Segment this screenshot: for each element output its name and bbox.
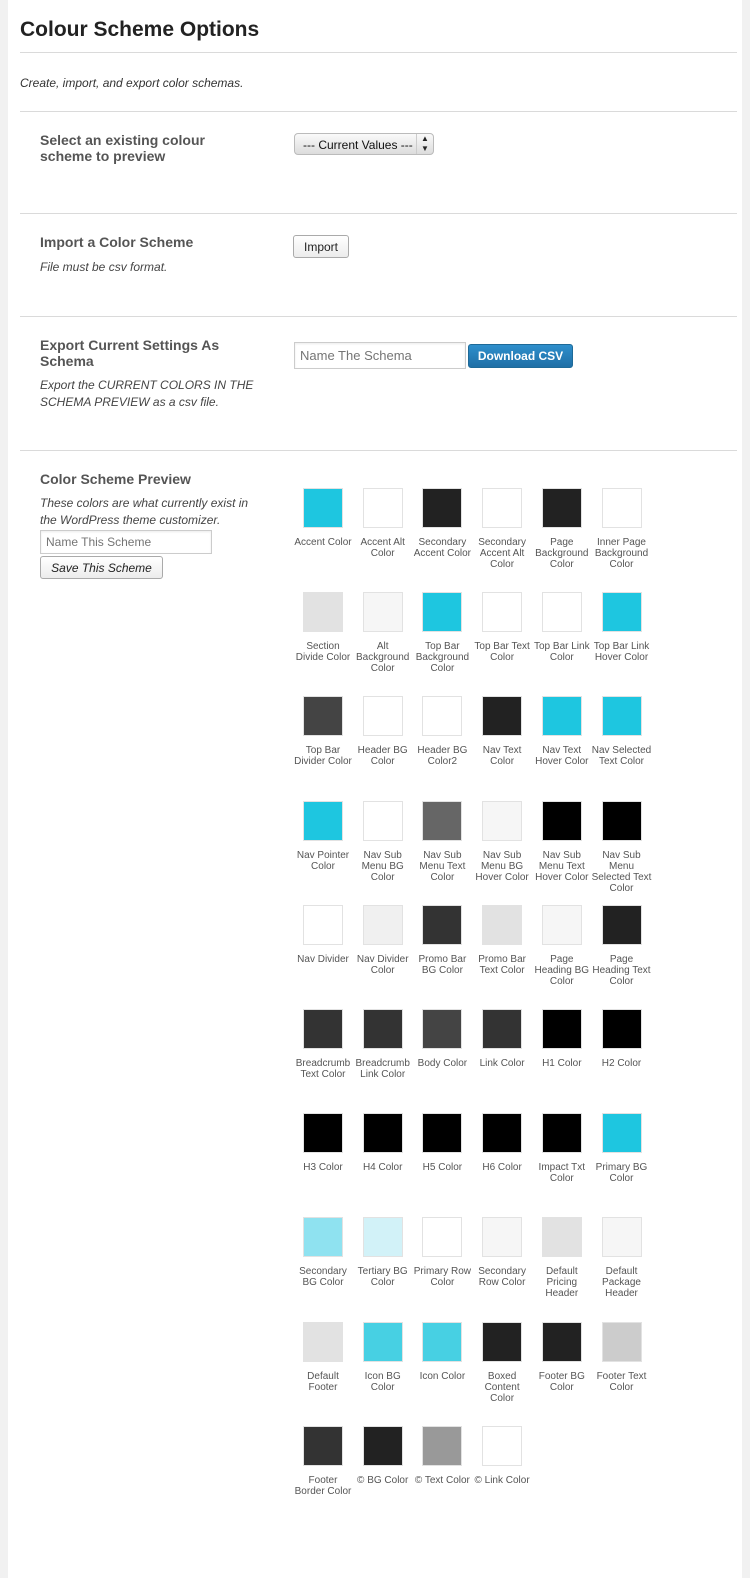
color-swatch-item: [592, 1217, 652, 1299]
color-swatch[interactable]: [542, 801, 582, 841]
color-swatch[interactable]: [482, 592, 522, 632]
swatch-label: H1 Color: [542, 1058, 582, 1069]
swatch-label: Impact Txt Color: [538, 1162, 586, 1185]
color-swatch-item: [412, 1322, 472, 1382]
color-swatch-item: [353, 1322, 413, 1393]
color-swatch-item: [412, 1217, 472, 1288]
scheme-name-input[interactable]: [40, 530, 212, 554]
color-swatch[interactable]: [303, 592, 343, 632]
color-swatch[interactable]: [602, 1322, 642, 1362]
swatch-label: Page Background Color: [535, 537, 589, 570]
color-swatch[interactable]: [602, 592, 642, 632]
save-scheme-button[interactable]: Save This Scheme: [40, 556, 163, 579]
color-swatch[interactable]: [422, 696, 462, 736]
swatch-label: H3 Color: [303, 1162, 343, 1174]
swatch-label: H6 Color: [482, 1162, 522, 1174]
swatch-label: Footer BG Color: [538, 1370, 585, 1393]
color-swatch-item: [532, 488, 592, 570]
color-swatch-item: [532, 1113, 592, 1184]
color-swatch[interactable]: [482, 488, 522, 528]
swatch-label: Nav Sub Menu Selected Text Color: [591, 849, 652, 894]
swatch-label: Inner Page Background Color: [594, 537, 649, 570]
color-swatch[interactable]: [542, 1113, 582, 1153]
swatch-label: Promo Bar Text Color: [478, 953, 526, 976]
swatch-label: Alt Background Color: [356, 641, 410, 675]
swatch-label: Nav Pointer Color: [296, 849, 350, 872]
color-swatch-item: [412, 592, 472, 674]
divider: [20, 52, 737, 53]
color-swatch[interactable]: [363, 1322, 403, 1362]
select-scheme-label: Select an existing colour scheme to preview: [40, 132, 205, 164]
swatch-label: Boxed Content Color: [484, 1370, 520, 1404]
color-swatch[interactable]: [422, 1322, 462, 1362]
swatch-label: Default Pricing Header: [545, 1266, 579, 1300]
color-swatch[interactable]: [363, 488, 403, 528]
color-swatch-item: [293, 801, 353, 872]
color-swatch-item: [472, 1426, 532, 1486]
color-swatch-item: [412, 905, 472, 976]
color-swatch[interactable]: [422, 488, 462, 528]
swatch-label: Secondary Row Color: [478, 1266, 526, 1289]
color-swatch-item: [592, 488, 652, 570]
swatch-label: Header BG Color: [357, 745, 408, 768]
swatch-label: Tertiary BG Color: [357, 1266, 408, 1289]
color-swatch-item: [472, 592, 532, 663]
color-swatch-item: [592, 592, 652, 663]
page-description: Create, import, and export color schemas.: [20, 76, 244, 90]
swatch-label: Primary BG Color: [595, 1162, 648, 1185]
swatch-label: Top Bar Link Hover Color: [593, 641, 650, 664]
swatch-label: Secondary Accent Color: [413, 537, 472, 559]
swatch-label: Nav Divider Color: [356, 953, 409, 976]
color-swatch-item: [592, 1322, 652, 1393]
color-swatch-item: [412, 1426, 472, 1486]
color-swatch[interactable]: [542, 1217, 582, 1257]
color-swatch[interactable]: [542, 592, 582, 632]
schema-name-input[interactable]: [294, 342, 466, 369]
color-swatch[interactable]: [363, 696, 403, 736]
color-swatch[interactable]: [303, 1322, 343, 1362]
color-swatch-item: [532, 696, 592, 767]
color-swatch[interactable]: [363, 1113, 403, 1153]
color-swatch-item: [353, 696, 413, 767]
color-swatch[interactable]: [482, 1217, 522, 1257]
color-swatch-item: [353, 488, 413, 559]
import-button[interactable]: Import: [293, 235, 349, 258]
color-swatch-item: [472, 801, 532, 883]
color-swatch[interactable]: [303, 1426, 343, 1466]
swatch-label: Header BG Color2: [417, 745, 468, 768]
swatch-label: Icon Color: [419, 1370, 466, 1382]
color-swatch[interactable]: [542, 1009, 582, 1049]
swatch-label: Default Package Header: [602, 1266, 641, 1300]
swatch-label: Nav Sub Menu Text Hover Color: [535, 849, 589, 883]
page-title: Colour Scheme Options: [20, 18, 260, 41]
swatch-label: Top Bar Divider Color: [294, 745, 352, 768]
preview-note: These colors are what currently exist in the WordPress theme customizer.: [40, 496, 249, 527]
color-swatch-item: [353, 1113, 413, 1173]
swatch-label: H2 Color: [601, 1058, 642, 1069]
divider: [20, 450, 737, 451]
swatch-label: Nav Text Color: [482, 745, 522, 768]
color-swatch[interactable]: [363, 592, 403, 632]
color-swatch-item: [412, 1113, 472, 1173]
swatch-label: Default Footer: [307, 1370, 339, 1393]
swatch-label: H5 Color: [422, 1162, 463, 1174]
color-swatch[interactable]: [303, 1113, 343, 1153]
swatch-label: Breadcrumb Link Color: [355, 1058, 410, 1080]
color-swatch-item: [293, 1113, 353, 1173]
swatch-label: Nav Text Hover Color: [535, 745, 589, 768]
download-csv-button[interactable]: Download CSV: [468, 344, 573, 368]
color-swatch[interactable]: [422, 1009, 462, 1049]
swatch-label: Accent Color: [294, 537, 352, 548]
swatch-label: Top Bar Text Color: [474, 641, 530, 664]
scheme-select-value: --- Current Values ---: [303, 138, 413, 152]
color-swatch-item: [592, 1113, 652, 1184]
color-swatch[interactable]: [602, 905, 642, 945]
color-swatch[interactable]: [422, 801, 462, 841]
swatch-label: Primary Row Color: [413, 1266, 471, 1289]
color-swatch[interactable]: [422, 1217, 462, 1257]
swatch-label: Nav Divider: [297, 953, 349, 965]
color-swatch-item: [472, 1113, 532, 1173]
swatch-label: Nav Selected Text Color: [591, 745, 652, 768]
swatch-label: © BG Color: [357, 1474, 409, 1486]
swatch-label: Footer Border Color: [294, 1474, 352, 1497]
swatch-label: Icon BG Color: [364, 1370, 401, 1393]
color-swatch[interactable]: [602, 696, 642, 736]
swatch-label: H4 Color: [362, 1162, 403, 1174]
swatch-label: Nav Sub Menu Text Color: [419, 849, 466, 883]
color-swatch-item: [353, 1426, 413, 1486]
swatch-label: Page Heading BG Color: [534, 953, 590, 987]
color-swatch[interactable]: [482, 1322, 522, 1362]
color-swatch-item: [412, 696, 472, 767]
color-swatch-item: [412, 801, 472, 883]
color-swatch-item: [472, 1322, 532, 1404]
color-swatch-item: [592, 696, 652, 767]
export-label: Export Current Settings As Schema: [40, 337, 220, 369]
color-swatch-item: [293, 1009, 353, 1080]
color-swatch[interactable]: [422, 1426, 462, 1466]
select-arrows-icon: ▲ ▼: [416, 134, 433, 154]
swatch-label: Nav Sub Menu BG Hover Color: [475, 849, 529, 883]
swatch-label: © Link Color: [474, 1474, 530, 1486]
swatch-label: Promo Bar BG Color: [418, 953, 467, 976]
divider: [20, 213, 737, 214]
color-swatch-item: [353, 1217, 413, 1288]
swatch-label: © Text Color: [414, 1474, 470, 1486]
color-swatch[interactable]: [602, 1113, 642, 1153]
color-swatch-item: [353, 905, 413, 976]
swatch-label: Top Bar Link Color: [534, 641, 590, 664]
color-swatch-item: [412, 488, 472, 559]
color-swatch[interactable]: [602, 488, 642, 528]
color-swatch-item: [532, 1217, 592, 1299]
color-swatch[interactable]: [363, 905, 403, 945]
color-swatch[interactable]: [482, 1009, 522, 1049]
color-swatch[interactable]: [602, 1009, 642, 1049]
swatch-label: Link Color: [479, 1058, 525, 1069]
swatch-label: Secondary Accent Alt Color: [478, 537, 526, 570]
options-page: [8, 0, 742, 1578]
color-swatch-item: [472, 1009, 532, 1069]
color-swatch-item: [472, 1217, 532, 1288]
color-swatch-item: [293, 1426, 353, 1497]
color-swatch[interactable]: [363, 1426, 403, 1466]
swatch-label: Page Heading Text Color: [592, 953, 651, 987]
color-swatch[interactable]: [542, 488, 582, 528]
color-swatch[interactable]: [303, 801, 343, 841]
color-swatch[interactable]: [542, 696, 582, 736]
swatch-label: Footer Text Color: [596, 1370, 647, 1393]
scheme-select[interactable]: [294, 133, 434, 155]
color-swatch[interactable]: [303, 696, 343, 736]
color-swatch[interactable]: [482, 905, 522, 945]
color-swatch-item: [293, 1322, 353, 1393]
color-swatch[interactable]: [303, 905, 343, 945]
color-swatch-item: [592, 801, 652, 894]
swatch-label: Body Color: [417, 1058, 468, 1069]
color-swatch[interactable]: [482, 1426, 522, 1466]
color-swatch[interactable]: [303, 1009, 343, 1049]
export-note: Export the CURRENT COLORS IN THE SCHEMA PREVIEW as a csv file.: [40, 378, 254, 409]
color-swatch[interactable]: [542, 1322, 582, 1362]
import-note: File must be csv format.: [40, 260, 168, 274]
color-swatch-item: [353, 592, 413, 674]
color-swatch-item: [472, 905, 532, 976]
import-label: Import a Color Scheme: [40, 234, 194, 250]
color-swatch-item: [532, 801, 592, 883]
color-swatch-item: [293, 905, 353, 965]
swatch-label: Breadcrumb Text Color: [295, 1058, 351, 1080]
color-swatch-item: [293, 696, 353, 767]
color-swatch-item: [293, 592, 353, 663]
color-swatch-item: [532, 1322, 592, 1393]
color-swatch[interactable]: [602, 1217, 642, 1257]
color-swatch[interactable]: [422, 1113, 462, 1153]
color-swatch[interactable]: [482, 1113, 522, 1153]
color-swatch[interactable]: [602, 801, 642, 841]
color-swatch[interactable]: [363, 801, 403, 841]
color-swatch[interactable]: [482, 801, 522, 841]
color-swatch-item: [532, 592, 592, 663]
color-swatch-item: [353, 1009, 413, 1080]
swatch-label: Section Divide Color: [295, 641, 351, 664]
color-swatch-item: [472, 488, 532, 570]
color-swatch-item: [592, 1009, 652, 1069]
color-swatch[interactable]: [363, 1009, 403, 1049]
divider: [20, 111, 737, 112]
color-swatch[interactable]: [303, 1217, 343, 1257]
color-swatch-item: [532, 905, 592, 987]
swatch-label: Top Bar Background Color: [415, 641, 470, 675]
color-swatch-item: [412, 1009, 472, 1069]
color-swatch[interactable]: [363, 1217, 403, 1257]
color-swatch-item: [472, 696, 532, 767]
color-swatch-item: [293, 1217, 353, 1288]
color-swatch-item: [353, 801, 413, 883]
swatch-label: Accent Alt Color: [360, 537, 405, 559]
divider: [20, 316, 737, 317]
color-swatch-item: [293, 488, 353, 548]
color-swatch[interactable]: [482, 696, 522, 736]
color-swatch-item: [532, 1009, 592, 1069]
color-swatch[interactable]: [422, 592, 462, 632]
color-swatch[interactable]: [422, 905, 462, 945]
color-swatch[interactable]: [542, 905, 582, 945]
swatch-label: Secondary BG Color: [299, 1266, 347, 1289]
preview-label: Color Scheme Preview: [40, 471, 191, 487]
swatch-label: Nav Sub Menu BG Color: [361, 849, 404, 883]
color-swatch[interactable]: [303, 488, 343, 528]
color-swatch-item: [592, 905, 652, 987]
